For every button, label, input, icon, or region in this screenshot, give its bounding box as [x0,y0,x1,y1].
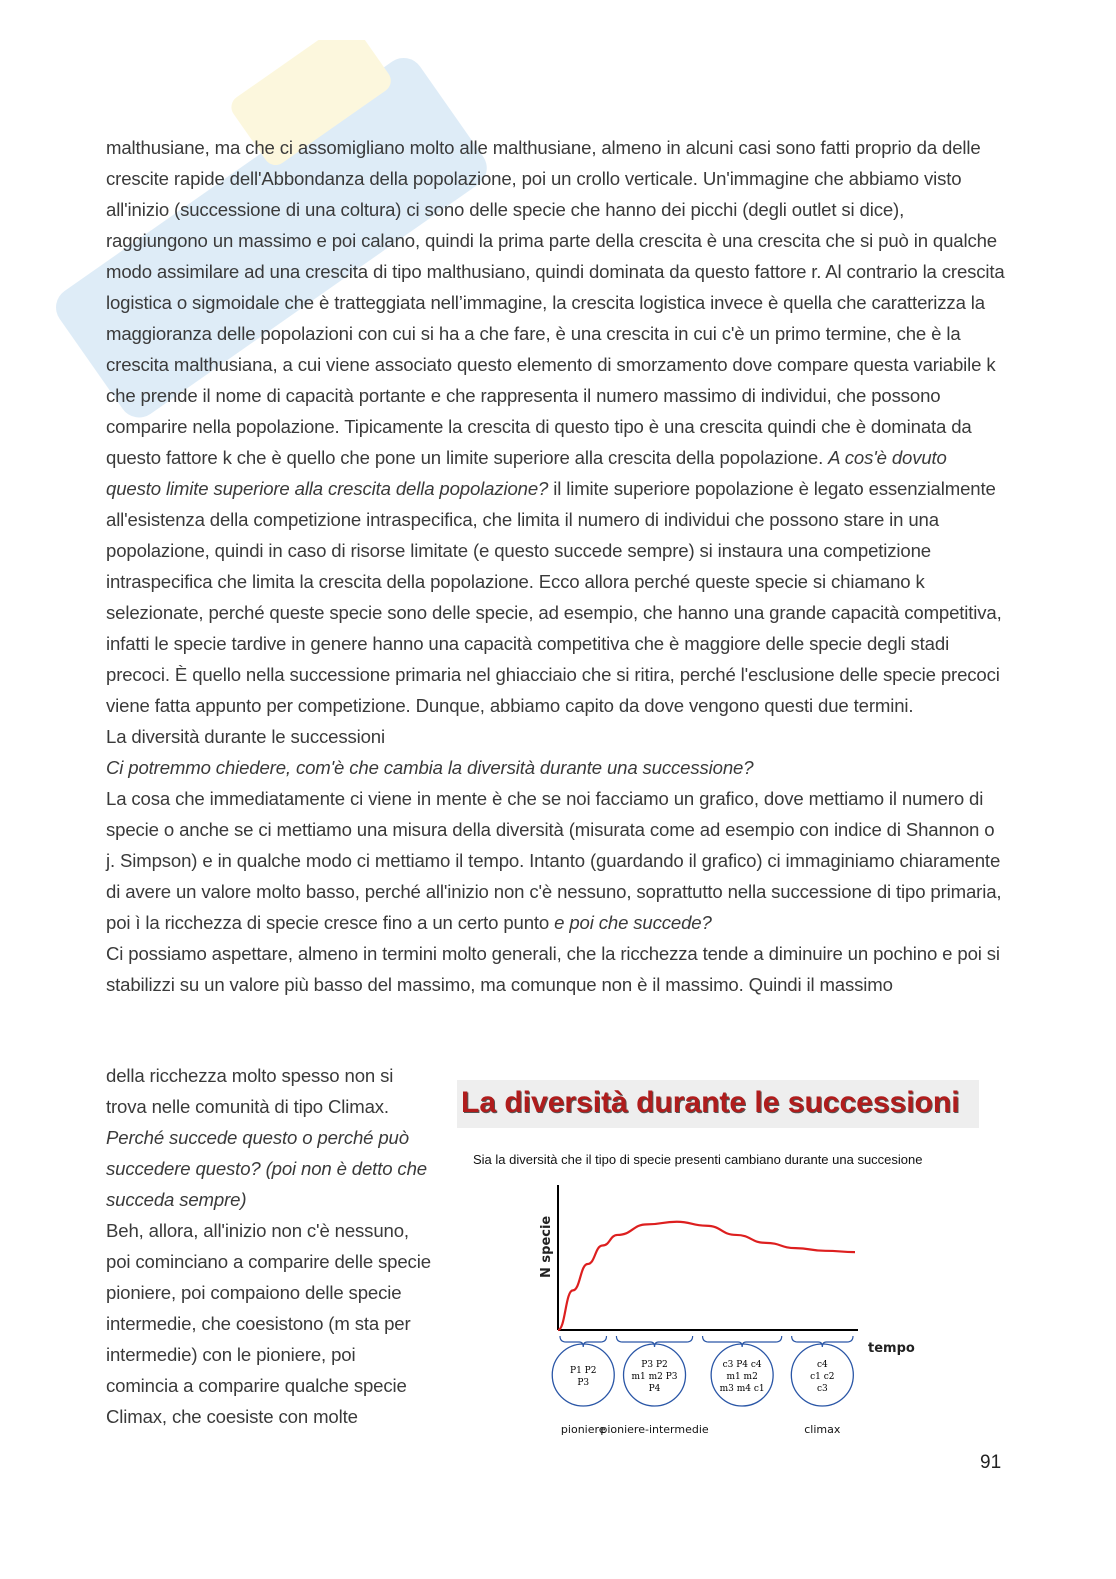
italic-text: A cos'è dovuto questo limite superiore alla crescita della popolazione? [106,447,947,499]
stage-species-label: P1 P2 [570,1366,597,1376]
stage-species-label: c1 c2 [810,1372,835,1382]
text-run: La diversità durante le successioni [106,726,385,747]
stage-species-label: P3 P2 [641,1360,668,1370]
float-text [106,1060,431,1432]
paragraph [106,721,1006,752]
y-axis-label: N specie [539,1215,554,1278]
diversity-chart [455,1080,980,1450]
stage-brace-1 [616,1336,692,1347]
italic-text: e poi che succede? [554,912,712,933]
figure-title: La diversità durante le successioni [457,1080,979,1128]
italic-text: Perché succede questo o perché può succedere questo? (poi non è detto che succeda sempre) [106,1127,427,1210]
diversity-figure [455,1080,980,1450]
page-number: 91 [980,1452,1002,1473]
paragraph [106,1215,431,1432]
text-run: malthusiane, ma che ci assomigliano molto alle malthusiane, almeno in alcuni casi sono fatti proprio da delle crescite rapide dell'Abbondanza della popolazione, poi un crollo verticale. Un'immagine che abbiamo visto all'inizio (successione di una coltura) ci sono delle specie che hanno dei picchi (degli outlet si dice), raggiungono un massimo e poi calano, quindi la prima parte della crescita è una crescita che si può in qualche modo assimilare ad una crescita di tipo malthusiano, quindi dominata da questo fattore r. Al contrario la crescita logistica o sigmoidale che è tratteggiata nell’immagine, la crescita logistica invece è quella che caratterizza la maggioranza delle popolazioni con cui si ha a che fare, è una crescita in cui c'è un primo termine, che è la crescita malthusiana, a cui viene associato questo elemento di smorzamento dove compare questa variabile k che prende il nome di capacità portante e che rappresenta il numero massimo di individui, che possono comparire nella popolazione. Tipicamente la crescita di questo tipo è una crescita quindi che è dominata da questo fattore k che è quello che pone un limite superiore alla crescita della popolazione. [106,137,1005,468]
stage-brace-3 [792,1336,853,1347]
series-line-0 [558,1222,855,1330]
text-run: La cosa che immediatamente ci viene in mente è che se noi facciamo un grafico, dove mettiamo il numero di specie o anche se ci mettiamo una misura della diversità (misurata come ad esempio con indice di Shannon o j. Simpson) e in qualche modo ci mettiamo il tempo. Intanto (guardando il grafico) ci immaginiamo chiaramente di avere un valore molto basso, perché all'inizio non c'è nessuno, soprattutto nella successione di tipo primaria, poi ì la ricchezza di specie cresce fino a un certo punto [106,788,1002,933]
paragraph [106,132,1006,721]
stage-species-label: m3 m4 c1 [719,1384,765,1394]
x-axis-label: tempo [868,1341,915,1356]
text-run: Beh, allora, all'inizio non c'è nessuno, poi cominciano a comparire delle specie pioniere, poi compaiono delle specie intermedie, che coesistono (m sta per intermedie) con le pioniere, poi comincia a comparire qualche specie Climax, che coesiste con molte [106,1220,431,1427]
stage-species-label: P4 [648,1384,661,1394]
paragraph [106,938,1006,1000]
stage-brace-0 [560,1336,606,1347]
stage-species-label: m1 m2 P3 [631,1372,678,1382]
stage-label: pioniere-intermedie [600,1423,709,1436]
text-run: Ci possiamo aspettare, almeno in termini molto generali, che la ricchezza tende a diminuire un pochino e poi si stabilizzi su un valore più basso del massimo, ma comunque non è il massimo. Quindi il massimo [106,943,1000,995]
stage-species-label: c3 P4 c4 [722,1360,762,1370]
paragraph [106,1060,431,1215]
stage-label: climax [804,1423,841,1436]
stage-brace-2 [703,1336,782,1347]
figure-subtitle: Sia la diversità che il tipo di specie presenti cambiano durante una succesione [473,1152,923,1167]
body-text [106,132,1006,1000]
stage-species-label: m1 m2 [726,1372,758,1382]
stage-label: pioniere [560,1423,606,1436]
stage-species-label: c4 [816,1360,828,1370]
text-run: il limite superiore popolazione è legato essenzialmente all'esistenza della competizione intraspecifica, che limita il numero di individui che possono stare in una popolazione, quindi in caso di risorse limitate (e questo succede sempre) si instaura una competizione intraspecifica che limita la crescita della popolazione. Ecco allora perché queste specie si chiamano k selezionate, perché queste specie sono delle specie, ad esempio, che hanno una grande capacità competitiva, infatti le specie tardive in genere hanno una capacità competitiva che è maggiore delle specie degli stadi precoci. È quello nella successione primaria nel ghiacciaio che si ritira, perché l'esclusione delle specie precoci viene fatta appunto per competizione. Dunque, abbiamo capito da dove vengono questi due termini. [106,478,1002,716]
stage-species-label: P3 [577,1378,590,1388]
text-run: della ricchezza molto spesso non si trova nelle comunità di tipo Climax. [106,1065,394,1117]
italic-text: Ci potremmo chiedere, com'è che cambia la diversità durante una successione? [106,757,754,778]
paragraph [106,752,1006,783]
stage-species-label: c3 [816,1384,828,1394]
paragraph [106,783,1006,938]
